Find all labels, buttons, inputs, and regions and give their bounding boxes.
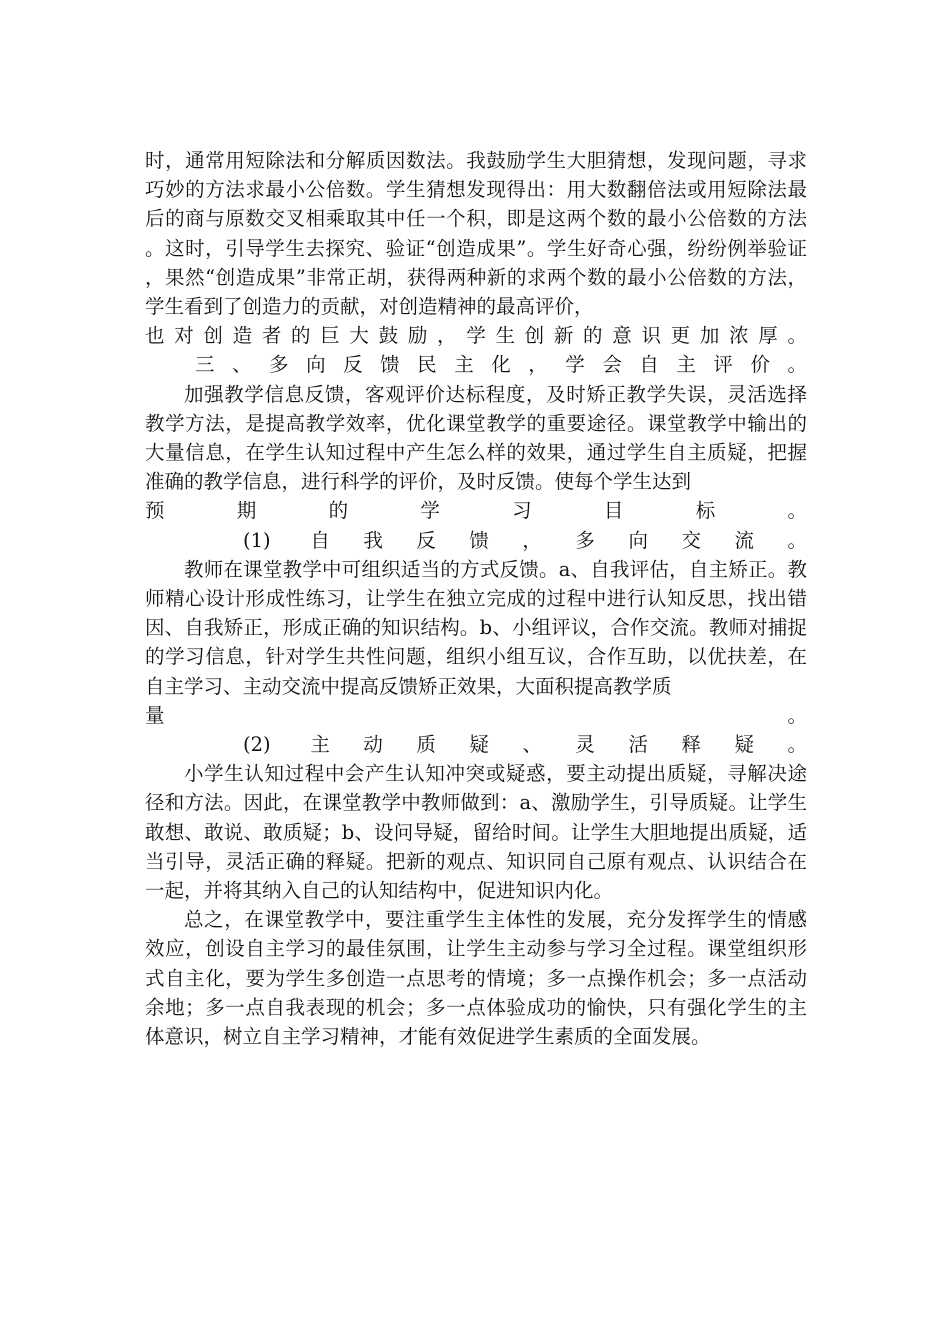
paragraph-creation-result: 时，通常用短除法和分解质因数法。我鼓励学生大胆猜想，发现问题，寻求巧妙的方法求最小公倍数。学生猜想发现得出：用大数翻倍法或用短除法最后的商与原数交叉相乘取其中任一个积，即是这两个数的最小公倍数的方法。这时，引导学生去探究、验证“创造成果”。学生好奇心强，纷纷例举验证，果然“创造成果”非常正胡，获得两种新的求两个数的最小公倍数的方法，学生看到了创造力的贡献，对创造精神的最高评价， [145, 149, 807, 319]
paragraph-self-feedback: 教师在课堂教学中可组织适当的方式反馈。a、自我评估，自主矫正。教师精心设计形成性练习，让学生在独立完成的过程中进行认知反思，找出错因、自我矫正，形成正确的知识结构。b、小组评议，合作交流。教师对捕捉的学习信息，针对学生共性问题，组织小组互议，合作互助，以优扶差，在自主学习、主动交流中提高反馈矫正效果，大面积提高教学质 [145, 557, 807, 698]
paragraph-self-feedback-last-line: 量。 [145, 703, 807, 727]
subheading-1: (1) 自我反馈，多向交流。 [243, 528, 807, 552]
paragraph-feedback-last-line: 预期的学习目标。 [145, 499, 807, 523]
paragraph-creation-result-last-line: 也对创造者的巨大鼓励，学生创新的意识更加浓厚。 [145, 324, 807, 348]
subheading-2: (2) 主动质疑、灵活释疑。 [243, 733, 807, 757]
paragraph-feedback: 加强教学信息反馈，客观评价达标程度，及时矫正教学失误，灵活选择教学方法，是提高教学效率，优化课堂教学的重要途径。课堂教学中输出的大量信息，在学生认知过程中产生怎么样的效果，通过学生自主质疑，把握准确的教学信息，进行科学的评价，及时反馈。使每个学生达到 [145, 382, 807, 494]
section-heading-3: 三、多向反馈民主化，学会自主评价。 [195, 353, 807, 377]
paragraph-conclusion: 总之，在课堂教学中，要注重学生主体性的发展，充分发挥学生的情感效应，创设自主学习的最佳氛围，让学生主动参与学习全过程。课堂组织形式自主化，要为学生多创造一点思考的情境；多一点操作机会；多一点活动余地；多一点自我表现的机会；多一点体验成功的愉快，只有强化学生的主体意识，树立自主学习精神，才能有效促进学生素质的全面发展。 [145, 908, 807, 1049]
document-page [145, 146, 807, 1051]
paragraph-questioning: 小学生认知过程中会产生认知冲突或疑惑，要主动提出质疑，寻解决途径和方法。因此，在课堂教学中教师做到：a、激励学生，引导质疑。让学生敢想、敢说、敢质疑；b、设问导疑，留给时间。让学生大胆地提出质疑，适当引导，灵活正确的释疑。把新的观点、知识同自己原有观点、认识结合在一起，并将其纳入自己的认知结构中，促进知识内化。 [145, 762, 807, 903]
